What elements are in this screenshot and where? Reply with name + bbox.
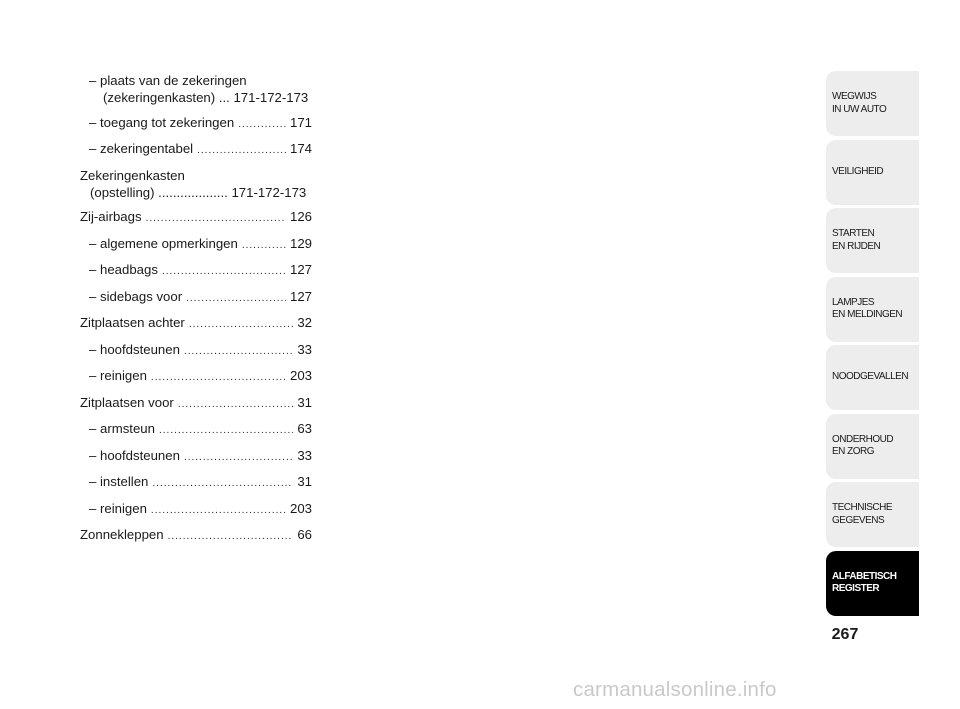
entry-continuation: (zekeringenkasten) ... 171-172-173 (103, 90, 309, 105)
tab-label: IN UW AUTO (832, 103, 887, 115)
alphabetical-index (80, 72, 312, 553)
tab-label: GEGEVENS (832, 514, 885, 526)
entry-page: 33 (297, 447, 312, 463)
index-entry-general-remarks (80, 235, 312, 254)
entry-text: – hoofdsteunen (89, 447, 180, 463)
tab-noodgevallen[interactable] (826, 345, 919, 410)
entry-text: – sidebags voor (89, 288, 183, 304)
dot-leader (178, 396, 294, 413)
tab-technische-gegevens[interactable] (826, 482, 919, 547)
tab-veiligheid[interactable] (826, 140, 919, 205)
entry-continuation: (opstelling) ................... 171-172-173 (90, 184, 307, 200)
entry-text: Zonnekleppen (80, 527, 164, 542)
entry-text: – toegang tot zekeringen (89, 114, 235, 130)
index-entry-fuse-boxes (80, 167, 312, 201)
entry-page: 129 (289, 235, 312, 251)
index-entry-rear-seats (80, 314, 312, 333)
entry-text: – algemene opmerkingen (89, 235, 238, 251)
entry-text: – headbags (89, 262, 158, 277)
tab-label: WEGWIJS (832, 91, 877, 102)
index-entry-side-airbags (80, 208, 312, 227)
dot-leader (159, 422, 293, 439)
tab-alfabetisch-register[interactable] (826, 551, 919, 616)
index-entry-armrest (80, 420, 312, 439)
dot-leader (151, 502, 286, 519)
tab-label: TECHNISCHE (832, 502, 893, 513)
index-entry-front-seats (80, 394, 312, 413)
index-entry-front-cleaning (80, 500, 312, 519)
entry-text: – instellen (89, 474, 149, 489)
index-entry-fuse-table (80, 140, 312, 159)
index-entry-headbags (80, 261, 312, 280)
tab-label: LAMPJES (832, 296, 875, 308)
tab-lampjes[interactable] (826, 277, 919, 342)
index-entry-fuse-location (80, 72, 312, 106)
entry-page: 174 (289, 141, 312, 156)
dot-leader (242, 237, 286, 254)
entry-page: 127 (289, 288, 312, 304)
entry-page: 63 (297, 421, 312, 436)
dot-leader (238, 116, 286, 133)
dot-leader (184, 343, 293, 360)
dot-leader (186, 290, 286, 307)
entry-page: 33 (297, 341, 312, 357)
entry-text: Zitplaatsen achter (80, 315, 185, 330)
tab-label: ONDERHOUD (832, 433, 894, 445)
index-entry-sun-visors (80, 526, 312, 545)
dot-leader (152, 475, 293, 492)
entry-page: 203 (289, 368, 312, 383)
entry-page: 32 (297, 315, 312, 330)
watermark-text: carmanualsonline.info (573, 678, 777, 701)
tab-label: STARTEN (832, 228, 875, 239)
entry-text: Zitplaatsen voor (80, 394, 174, 410)
entry-text: – reinigen (89, 500, 147, 516)
entry-text: – hoofdsteunen (89, 341, 180, 357)
entry-text: Zekeringenkasten (80, 167, 185, 183)
entry-text: – zekeringentabel (89, 141, 194, 156)
entry-text: Zij-airbags (80, 209, 142, 224)
tab-label: ALFABETISCH (832, 570, 897, 582)
page-number: 267 (831, 626, 859, 643)
dot-leader (168, 528, 294, 545)
index-entry-front-headrests (80, 447, 312, 466)
tab-label: REGISTER (832, 583, 880, 594)
index-entry-adjust (80, 473, 312, 492)
entry-page: 31 (297, 394, 312, 410)
tab-onderhoud[interactable] (826, 414, 919, 479)
tab-label: EN ZORG (832, 446, 875, 457)
entry-page: 31 (297, 474, 312, 489)
dot-leader (162, 263, 286, 280)
dot-leader (189, 316, 294, 333)
tab-wegwijs[interactable] (826, 71, 919, 136)
entry-text: – armsteun (89, 421, 155, 436)
dot-leader (184, 449, 293, 466)
index-entry-front-sidebags (80, 288, 312, 307)
dot-leader (146, 210, 286, 227)
entry-page: 203 (289, 500, 312, 516)
entry-page: 171 (289, 114, 312, 130)
dot-leader (151, 369, 286, 386)
index-entry-fuse-access (80, 114, 312, 133)
tab-starten[interactable] (826, 208, 919, 273)
tab-label: VEILIGHEID (832, 165, 884, 177)
section-tabs (826, 71, 919, 619)
tab-label: NOODGEVALLEN (832, 371, 909, 383)
entry-page: 127 (289, 262, 312, 277)
index-entry-rear-cleaning (80, 367, 312, 386)
entry-text: – plaats van de zekeringen (89, 73, 247, 88)
tab-label: EN RIJDEN (832, 240, 881, 252)
entry-page: 66 (297, 527, 312, 542)
entry-text: – reinigen (89, 368, 147, 383)
dot-leader (197, 142, 286, 159)
entry-page: 126 (289, 209, 312, 224)
tab-label: EN MELDINGEN (832, 309, 903, 320)
index-entry-rear-headrests (80, 341, 312, 360)
